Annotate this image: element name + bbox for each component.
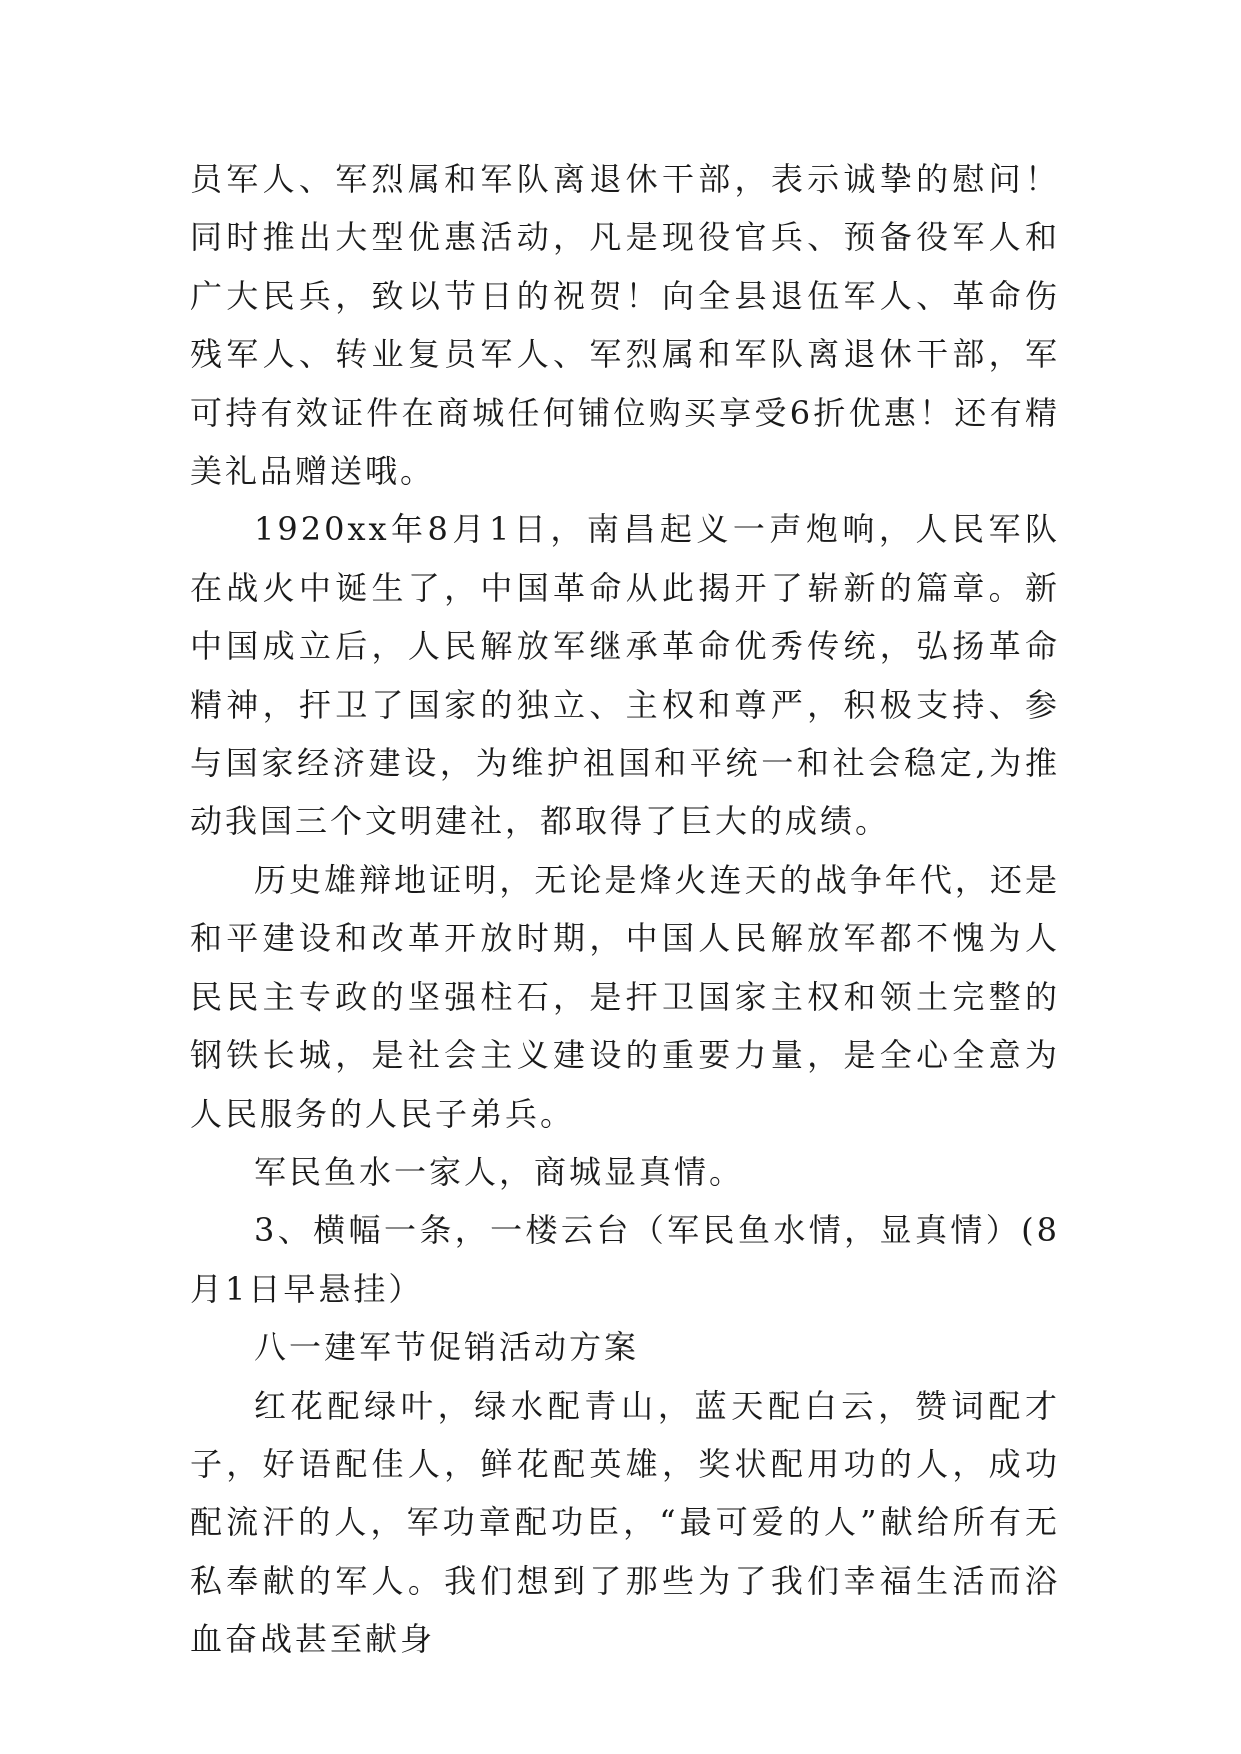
paragraph-1: 员军人、军烈属和军队离退休干部，表示诚挚的慰问！同时推出大型优惠活动，凡是现役官兵、预备役军人和广大民兵，致以节日的祝贺！向全县退伍军人、革命伤残军人、转业复员军人、军烈属和军队离退休干部，军可持有效证件在商城任何铺位购买享受6折优惠！还有精美礼品赠送哦。 bbox=[190, 160, 1060, 491]
paragraph-4: 军民鱼水一家人，商城显真情。 bbox=[254, 1152, 745, 1191]
paragraph-3: 历史雄辩地证明，无论是烽火连天的战争年代，还是和平建设和改革开放时期，中国人民解放军都不愧为人民民主专政的坚强柱石，是扞卫国家主权和领土完整的钢铁长城，是社会主义建设的重要力量，是全心全意为人民服务的人民子弟兵。 bbox=[190, 860, 1060, 1133]
section-heading: 八一建军节促销活动方案 bbox=[254, 1328, 640, 1367]
paragraph-2: 1920xx年8月1日，南昌起义一声炮响，人民军队在战火中诞生了，中国革命从此揭开了崭新的篇章。新中国成立后，人民解放军继承革命优秀传统，弘扬革命精神，扞卫了国家的独立、主权和尊严，积极支持、参与国家经济建设，为维护祖国和平统一和社会稳定,为推动我国三个文明建社，都取得了巨大的成绩。 bbox=[190, 510, 1060, 841]
paragraph-6: 红花配绿叶，绿水配青山，蓝天配白云，赞词配才子，好语配佳人，鲜花配英雄，奖状配用功的人，成功配流汗的人，军功章配功臣，“最可爱的人”献给所有无私奉献的军人。我们想到了那些为了我们幸福生活而浴血奋战甚至献身 bbox=[190, 1386, 1060, 1659]
document-body bbox=[190, 150, 1060, 1669]
paragraph-5: 3、横幅一条，一楼云台（军民鱼水情，显真情）(8月1日早悬挂） bbox=[190, 1211, 1060, 1308]
